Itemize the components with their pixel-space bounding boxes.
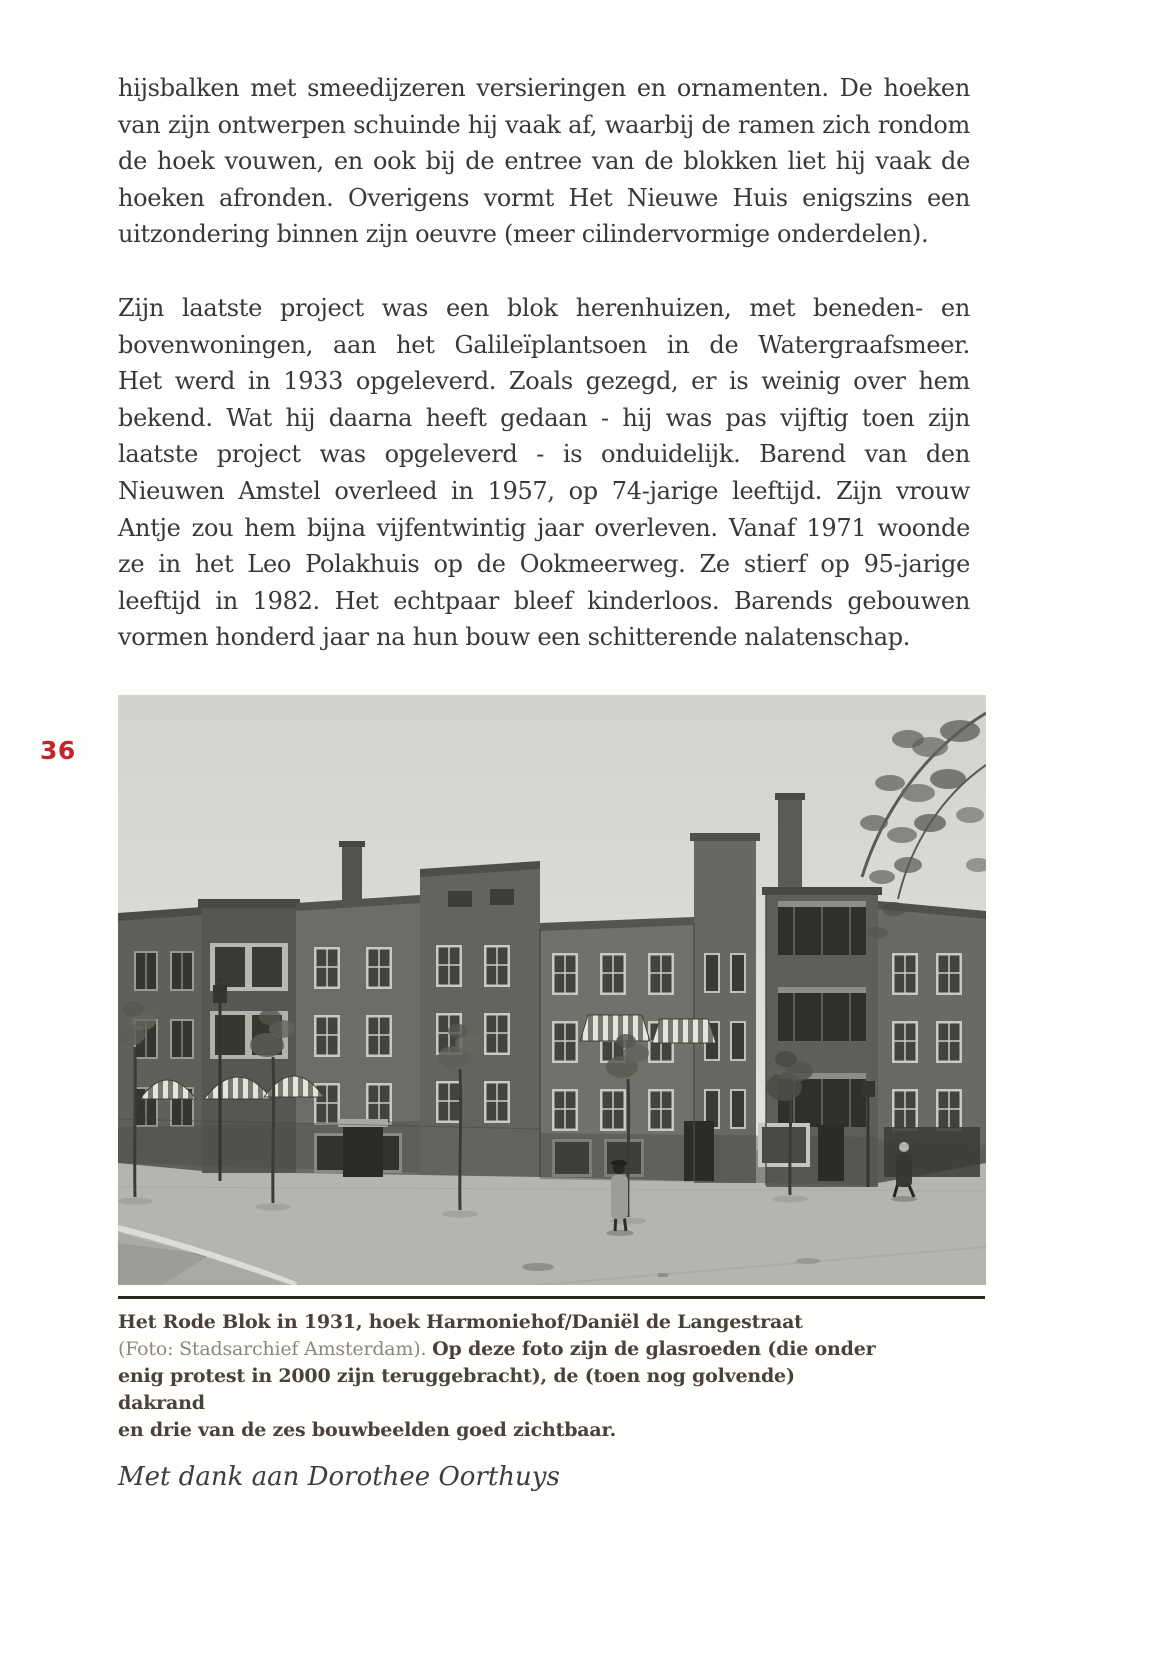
building-photo bbox=[118, 695, 986, 1285]
text-line: Antje zou hem bijna vijfentwintig jaar overleven. Vanaf 1971 woonde bbox=[118, 513, 970, 542]
text-line: vormen honderd jaar na hun bouw een schitterende nalatenschap. bbox=[118, 623, 911, 652]
text-line: ze in het Leo Polakhuis op de Ookmeerweg. Ze stierf op 95-jarige bbox=[118, 550, 970, 579]
text-line: de hoek vouwen, en ook bij de entree van de blokken liet hij vaak de bbox=[118, 147, 970, 176]
text-line: hoeken afronden. Overigens vormt Het Nieuwe Huis enigszins een bbox=[118, 183, 970, 212]
text-line: Zijn laatste project was een blok herenhuizen, met beneden- en bbox=[118, 293, 970, 322]
caption-title: Het Rode Blok in 1931, hoek Harmoniehof/Daniël de Langestraat bbox=[118, 1311, 803, 1333]
text-line: bekend. Wat hij daarna heeft gedaan - hij was pas vijftig toen zijn bbox=[118, 403, 970, 432]
body-text bbox=[118, 70, 970, 693]
building-photo-svg bbox=[118, 695, 986, 1285]
text-line: uitzondering binnen zijn oeuvre (meer cilindervormige onderdelen). bbox=[118, 220, 929, 249]
text-line: Nieuwen Amstel overleed in 1957, op 74-jarige leeftijd. Zijn vrouw bbox=[118, 476, 970, 505]
text-line: van zijn ontwerpen schuinde hij vaak af, waarbij de ramen zich rondom bbox=[118, 110, 970, 139]
acknowledgement: Met dank aan Dorothee Oorthuys bbox=[118, 1462, 560, 1492]
caption-line: enig protest in 2000 zijn teruggebracht), de (toen nog golvende) dakrand bbox=[118, 1365, 795, 1414]
caption-credit: (Foto: Stadsarchief Amsterdam). bbox=[118, 1338, 433, 1360]
paragraph bbox=[118, 290, 970, 656]
text-line: hijsbalken met smeedijzeren versieringen en ornamenten. De hoeken bbox=[118, 74, 970, 102]
text-line: laatste project was opgeleverd - is onduidelijk. Barend van den bbox=[118, 440, 970, 469]
text-line: leeftijd in 1982. Het echtpaar bleef kinderloos. Barends gebouwen bbox=[118, 586, 970, 615]
text-line: bovenwoningen, aan het Galileïplantsoen in de Watergraafsmeer. bbox=[118, 330, 970, 359]
text-line: Het werd in 1933 opgeleverd. Zoals gezegd, er is weinig over hem bbox=[118, 367, 970, 396]
paragraph bbox=[118, 70, 970, 253]
caption-line bbox=[118, 1336, 876, 1363]
page-number: 36 bbox=[40, 736, 76, 765]
caption-line: en drie van de zes bouwbeelden goed zichtbaar. bbox=[118, 1419, 617, 1441]
caption-bold-text: Op deze foto zijn de glasroeden (die onder bbox=[432, 1338, 876, 1360]
photo-caption bbox=[118, 1309, 876, 1444]
caption-rule bbox=[118, 1296, 985, 1299]
